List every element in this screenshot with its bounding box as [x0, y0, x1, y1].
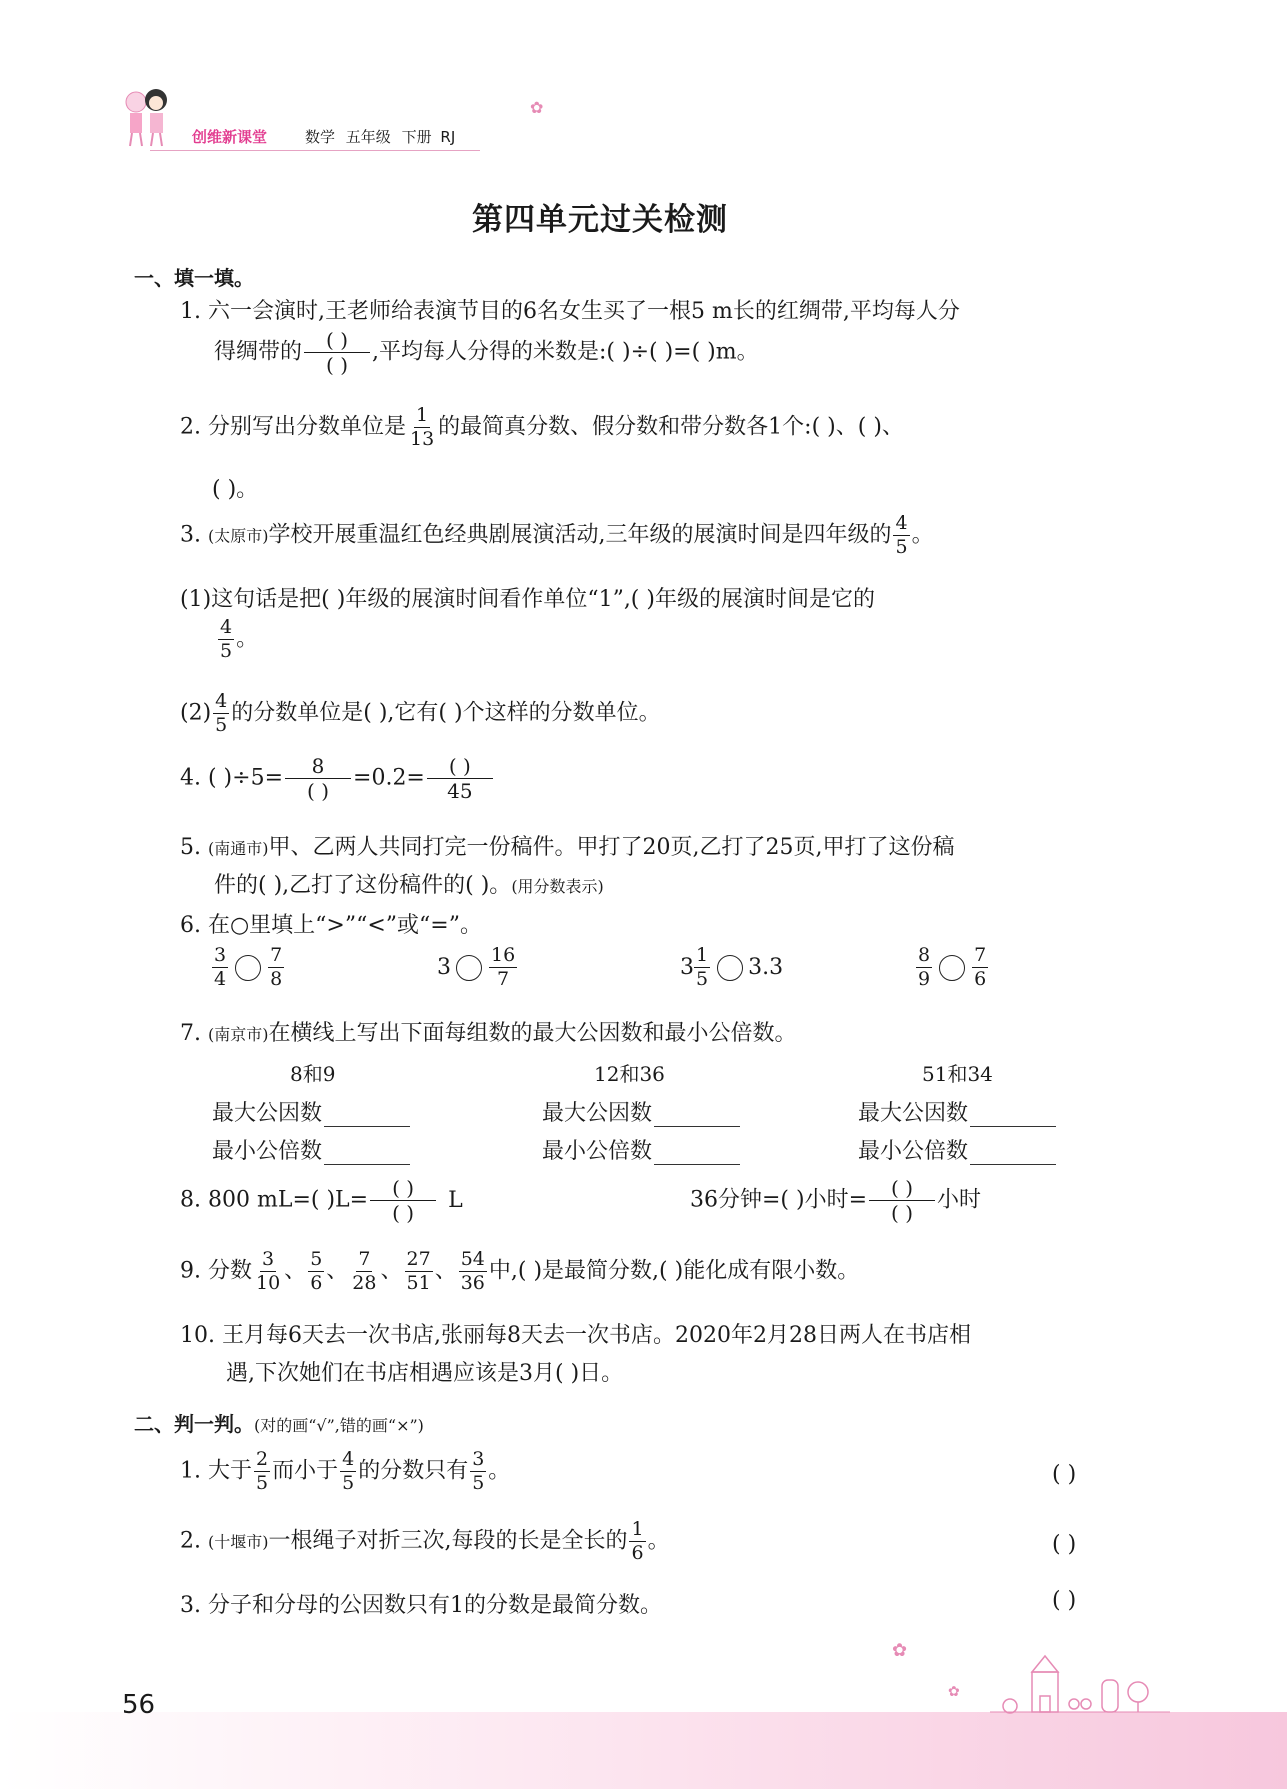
fraction-denominator: 10	[255, 1272, 281, 1294]
question-5-line2	[214, 868, 604, 899]
fraction-denominator: 4	[214, 968, 227, 990]
gcd-blank-1[interactable]	[324, 1124, 410, 1127]
lcm-blank-3[interactable]	[970, 1162, 1056, 1165]
q5-source: (南通市)	[207, 839, 269, 858]
fraction-numerator: 5	[310, 1248, 323, 1270]
q1-fraction	[304, 330, 370, 375]
compare-circle-1[interactable]	[235, 955, 261, 981]
question-10-line2: 遇,下次她们在书店相遇应该是3月( )日。	[226, 1361, 624, 1386]
q3-sub1-end: 。	[236, 626, 259, 652]
fraction-denominator: 7	[497, 968, 510, 990]
judge-answer-3[interactable]: ( )	[1052, 1588, 1077, 1613]
lcm-blank-1[interactable]	[324, 1162, 410, 1165]
lcm-row-2	[542, 1134, 740, 1165]
q3-sub2-prefix: (2)	[180, 700, 212, 726]
group-label-2: 12和36	[594, 1062, 665, 1086]
compare-4	[914, 946, 990, 989]
fraction-numerator: 7	[974, 944, 987, 966]
gcd-row-1	[212, 1096, 410, 1127]
grade: 五年级	[345, 128, 391, 146]
gcd-label: 最大公因数	[858, 1101, 969, 1126]
lcm-label: 最小公倍数	[212, 1139, 323, 1164]
q9-sep: 、	[284, 1258, 307, 1284]
q7-prefix: 7.	[180, 1021, 208, 1046]
compare-4-right	[972, 946, 988, 989]
q8-fraction-1	[370, 1178, 436, 1223]
fraction-denominator: 6	[631, 1542, 644, 1564]
q7-text: 在横线上写出下面每组数的最大公因数和最小公倍数。	[268, 1021, 797, 1046]
book-info	[305, 126, 455, 147]
fraction-numerator: 8	[918, 944, 931, 966]
fraction-numerator: 3	[262, 1248, 275, 1270]
question-8-right	[690, 1178, 981, 1223]
q8-fraction-2	[869, 1178, 935, 1223]
question-3-sub1: (1)这句话是把( )年级的展演时间看作单位“1”,( )年级的展演时间是它的	[180, 587, 875, 612]
question-3-sub2	[180, 692, 661, 735]
fraction-denominator: 5	[472, 1472, 485, 1494]
judge-2-end: 。	[647, 1528, 670, 1554]
section2-title: 二、判一判。	[134, 1412, 254, 1436]
q3-sub2-fraction	[213, 692, 229, 735]
flower-icon: ✿	[948, 1684, 960, 1700]
compare-3-whole: 3	[680, 955, 694, 980]
gcd-blank-3[interactable]	[970, 1124, 1056, 1127]
flower-icon: ✿	[892, 1640, 908, 1661]
fraction-numerator: 1	[696, 944, 709, 966]
compare-1-left	[212, 946, 228, 989]
fraction-denominator: 5	[215, 714, 228, 736]
judge-1-fraction-2	[340, 1450, 356, 1493]
group-label-1: 8和9	[290, 1062, 336, 1086]
q9-fraction-3	[350, 1250, 378, 1293]
q3-fraction	[893, 514, 909, 557]
judge-1-text-b: 而小于	[272, 1458, 339, 1484]
judge-1-fraction-1	[254, 1450, 270, 1493]
lcm-blank-2[interactable]	[654, 1162, 740, 1165]
fraction-denominator: 13	[409, 428, 435, 450]
judge-2-fraction	[629, 1520, 645, 1563]
q3-end: 。	[911, 522, 934, 548]
lcm-label: 最小公倍数	[542, 1139, 653, 1164]
fraction-denominator: 36	[460, 1272, 485, 1294]
fraction-denominator: 8	[270, 968, 283, 990]
footer-band	[0, 1712, 1287, 1789]
subject: 数学	[305, 128, 336, 146]
fraction-numerator: 2	[255, 1448, 269, 1470]
fraction-numerator: 1	[416, 404, 429, 426]
q4-fraction-1	[285, 756, 351, 801]
fraction-numerator: ( )	[304, 330, 370, 353]
section-heading-fill: 一、填一填。	[134, 266, 254, 290]
fraction-numerator: 3	[214, 944, 227, 966]
compare-circle-4[interactable]	[939, 955, 965, 981]
fraction-denominator: 45	[447, 779, 473, 803]
q2-text-a: 2. 分别写出分数单位是	[180, 414, 406, 440]
edition: RJ	[440, 128, 456, 146]
question-1-line1: 1. 六一会演时,王老师给表演节目的6名女生买了一根5 m长的红绸带,平均每人分	[180, 299, 960, 324]
lcm-label: 最小公倍数	[858, 1139, 969, 1164]
fraction-denominator: 9	[918, 968, 931, 990]
fraction-numerator: 27	[406, 1248, 431, 1270]
q5-note: (用分数表示)	[511, 877, 604, 896]
compare-circle-3[interactable]	[717, 955, 743, 981]
fraction-numerator: 4	[342, 1448, 355, 1470]
judge-answer-1[interactable]: ( )	[1052, 1462, 1077, 1487]
page-number: 56	[122, 1690, 156, 1720]
fraction-denominator: ( )	[307, 779, 329, 803]
q9-sep: 、	[434, 1258, 457, 1284]
question-10-line1: 10. 王月每6天去一次书店,张丽每8天去一次书店。2020年2月28日两人在书店相	[180, 1323, 971, 1348]
judge-2-text: 一根绳子对折三次,每段的长是全长的	[268, 1528, 628, 1554]
question-2-line1	[180, 406, 904, 449]
q4-fraction-2	[427, 756, 493, 801]
header-underline	[150, 150, 480, 151]
question-3-line1	[180, 514, 934, 557]
q9-fraction-1	[254, 1250, 282, 1293]
judge-2-source: (十堰市)	[207, 1532, 269, 1552]
judge-item-2	[180, 1520, 670, 1563]
fraction-numerator: 4	[215, 690, 228, 712]
question-4	[180, 756, 495, 801]
question-7	[180, 1016, 797, 1047]
fraction-numerator: 7	[270, 944, 283, 966]
q2-text-b: 的最简真分数、假分数和带分数各1个:( )、( )、	[438, 414, 904, 440]
judge-item-1	[180, 1450, 510, 1493]
q9-sep: 、	[380, 1258, 403, 1284]
section-heading-judge	[134, 1408, 424, 1437]
fraction-denominator: 6	[310, 1272, 323, 1294]
fraction-denominator: 5	[342, 1472, 355, 1494]
q2-fraction	[408, 406, 436, 449]
fraction-numerator: 4	[220, 616, 233, 638]
compare-2-left: 3	[437, 955, 451, 980]
fraction-denominator: 28	[352, 1272, 377, 1294]
gcd-label: 最大公因数	[212, 1101, 323, 1126]
question-9	[180, 1250, 859, 1293]
compare-circle-2[interactable]	[456, 955, 482, 981]
q5-prefix: 5.	[180, 835, 208, 860]
fraction-denominator: 5	[220, 640, 233, 662]
fraction-numerator: 1	[631, 1518, 644, 1540]
judge-1-fraction-3	[470, 1450, 486, 1493]
q1-text-a: 得绸带的	[214, 339, 303, 365]
question-2-line2: ( )。	[212, 477, 259, 502]
q3-sub2-text: 的分数单位是( ),它有( )个这样的分数单位。	[231, 700, 661, 726]
group-label-3: 51和34	[922, 1062, 993, 1086]
fraction-denominator: ( )	[392, 1201, 415, 1225]
fraction-numerator: 54	[460, 1248, 485, 1270]
lcm-row-1	[212, 1134, 410, 1165]
page-title: 第四单元过关检测	[472, 202, 728, 238]
question-5-line1	[180, 830, 954, 861]
fraction-numerator: ( )	[427, 756, 493, 779]
brand-name: 创维新课堂	[192, 128, 268, 146]
q9-sep: 、	[326, 1258, 349, 1284]
judge-answer-2[interactable]: ( )	[1052, 1532, 1077, 1557]
q9-fraction-4	[405, 1250, 433, 1293]
fraction-denominator: 6	[974, 968, 987, 990]
q7-source: (南京市)	[207, 1025, 269, 1044]
fraction-numerator: 8	[285, 756, 351, 779]
judge-item-3: 3. 分子和分母的公因数只有1的分数是最简分数。	[180, 1593, 662, 1618]
gcd-label: 最大公因数	[542, 1101, 653, 1126]
fraction-numerator: 7	[358, 1248, 371, 1270]
fraction-numerator: 4	[895, 512, 908, 534]
judge-1-end: 。	[488, 1458, 511, 1484]
q8-text-c: 36分钟=( )小时=	[690, 1187, 868, 1213]
compare-2-right	[489, 946, 517, 989]
q5-line2: 件的( ),乙打了这份稿件的( )。	[214, 873, 512, 898]
q3-sub1-fraction	[218, 618, 234, 661]
q1-text-b: ,平均每人分得的米数是:( )÷( )=( )m。	[372, 339, 759, 365]
logo-illustration	[118, 86, 178, 148]
q9-fraction-2	[308, 1250, 324, 1293]
compare-3-right: 3.3	[748, 955, 784, 980]
gcd-row-3	[858, 1096, 1056, 1127]
judge-1-text-c: 的分数只有	[358, 1458, 469, 1484]
compare-1	[210, 946, 286, 989]
question-3-sub1-cont	[216, 618, 258, 661]
q8-unit: L	[448, 1187, 463, 1213]
q4-text-a: 4. ( )÷5=	[180, 765, 284, 791]
q9-fraction-5	[459, 1250, 487, 1293]
fraction-numerator: ( )	[869, 1178, 935, 1201]
q9-text-b: 中,( )是最简分数,( )能化成有限小数。	[488, 1258, 860, 1284]
fraction-denominator: 51	[406, 1272, 431, 1294]
flower-icon: ✿	[530, 98, 544, 117]
question-8-left	[180, 1178, 463, 1223]
compare-3-fraction	[694, 946, 710, 989]
fraction-numerator: 16	[491, 944, 516, 966]
fraction-denominator: 5	[895, 536, 908, 558]
volume: 下册	[401, 128, 432, 146]
gcd-row-2	[542, 1096, 740, 1127]
fraction-denominator: 5	[696, 968, 709, 990]
compare-2	[437, 946, 519, 989]
q5-text: 甲、乙两人共同打完一份稿件。甲打了20页,乙打了25页,甲打了这份稿	[268, 835, 955, 860]
question-6: 6. 在○里填上“>”“<”或“=”。	[180, 913, 482, 938]
fraction-denominator: ( )	[891, 1201, 914, 1225]
q8-unit-2: 小时	[937, 1187, 982, 1213]
fraction-denominator: 5	[255, 1472, 269, 1494]
compare-3	[680, 946, 783, 989]
judge-2-prefix: 2.	[180, 1528, 208, 1554]
lcm-row-3	[858, 1134, 1056, 1165]
fraction-denominator: ( )	[326, 353, 348, 377]
fraction-numerator: ( )	[370, 1178, 436, 1201]
judge-1-text-a: 1. 大于	[180, 1458, 252, 1484]
section2-note: (对的画“√”,错的画“×”)	[254, 1416, 424, 1435]
q3-source: (太原市)	[207, 526, 269, 546]
question-1-line2	[214, 330, 759, 375]
q8-text-a: 8. 800 mL=( )L=	[180, 1187, 369, 1213]
q3-prefix: 3.	[180, 522, 208, 548]
q4-text-b: =0.2=	[353, 765, 425, 791]
compare-1-right	[268, 946, 284, 989]
gcd-blank-2[interactable]	[654, 1124, 740, 1127]
fraction-numerator: 3	[472, 1448, 485, 1470]
castle-illustration	[990, 1652, 1170, 1714]
q3-text: 学校开展重温红色经典剧展演活动,三年级的展演时间是四年级的	[268, 522, 892, 548]
q9-text-a: 9. 分数	[180, 1258, 252, 1284]
compare-4-left	[916, 946, 932, 989]
